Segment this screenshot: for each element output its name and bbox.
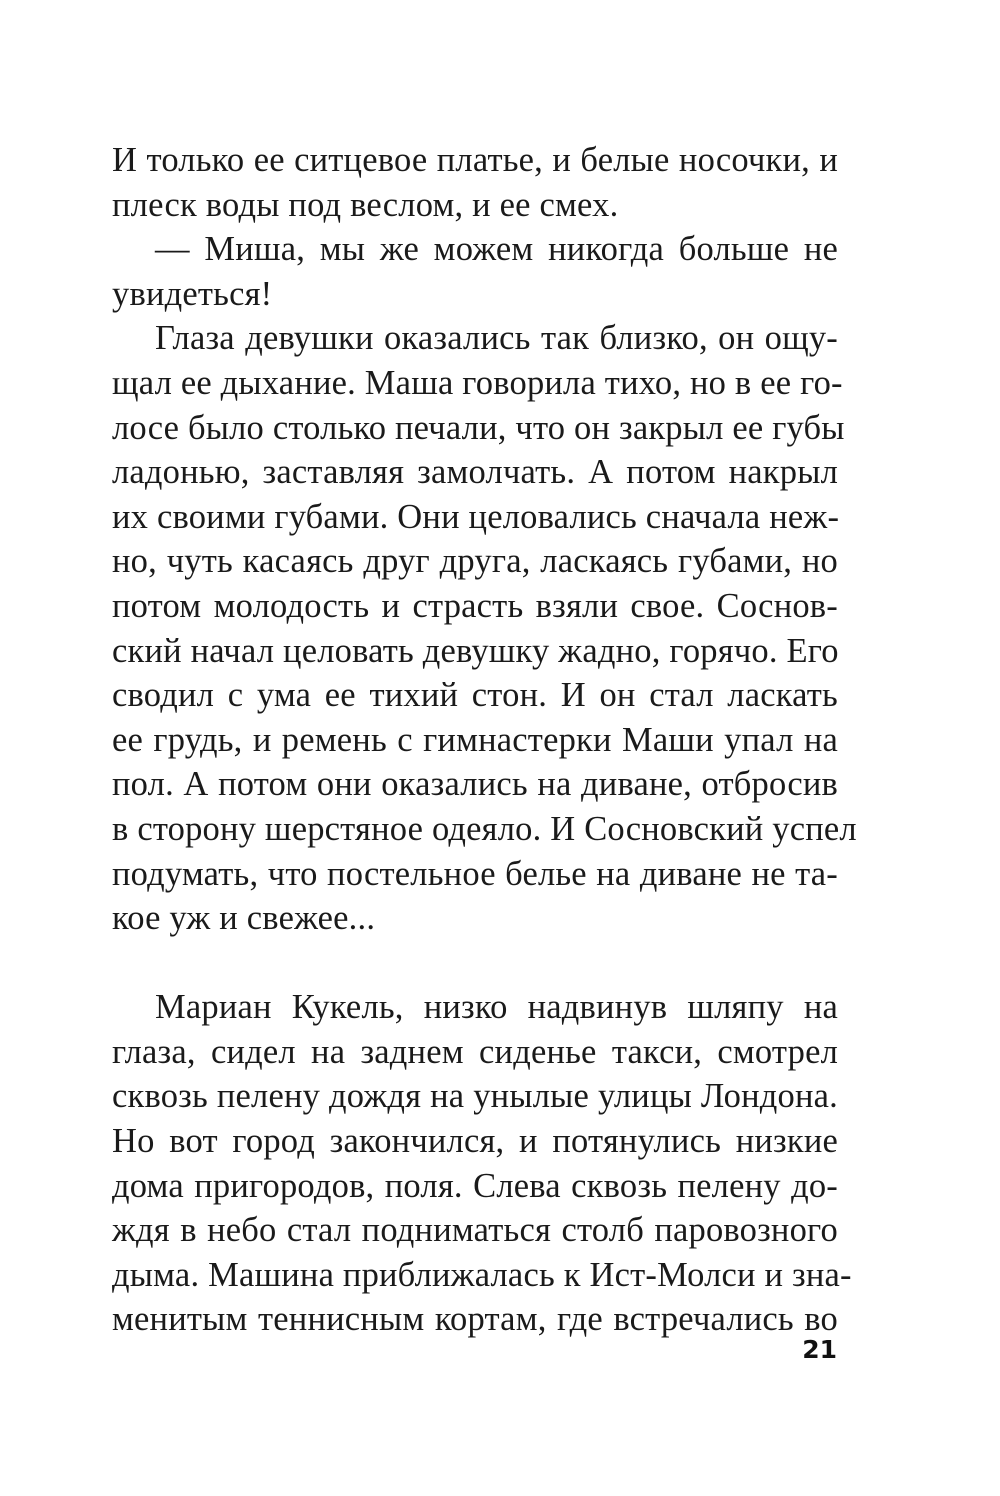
text-line: ждя в небо стал подниматься столб паровозного — [112, 1211, 838, 1250]
paragraph-1 — [112, 138, 838, 227]
section-break — [112, 941, 838, 986]
text-line: ладонью, заставляя замолчать. А потом накрыл — [112, 453, 838, 492]
text-line: кое уж и свежее... — [112, 899, 376, 938]
paragraph-2 — [112, 227, 838, 316]
text-line: Мариан Кукель, низко надвинув шляпу на — [155, 988, 838, 1027]
text-line: лосе было столько печали, что он закрыл ее губы — [112, 408, 845, 447]
text-line: в сторону шерстяное одеяло. И Сосновский успел — [112, 809, 857, 848]
text-line: сквозь пелену дождя на унылые улицы Лондона. — [112, 1077, 838, 1116]
text-line: И только ее ситцевое платье, и белые носочки, и — [112, 141, 838, 179]
text-line: но, чуть касаясь друг друга, ласкаясь губами, но — [112, 542, 838, 581]
page-number: 21 — [802, 1335, 837, 1364]
text-line: их своими губами. Они целовались сначала неж- — [112, 497, 840, 536]
text-line: — Миша, мы же можем никогда больше не — [155, 230, 838, 269]
text-line: увидеться! — [112, 274, 273, 313]
paragraph-4 — [112, 985, 852, 1342]
text-line: ский начал целовать девушку жадно, горячо. Его — [112, 631, 839, 670]
text-line: щал ее дыхание. Маша говорила тихо, но в ее го- — [112, 363, 843, 402]
paragraph-3 — [112, 316, 857, 940]
text-line: ее грудь, и ремень с гимнастерки Маши упал на — [112, 720, 838, 759]
text-line: плеск воды под веслом, и ее смех. — [112, 185, 619, 224]
text-line: Но вот город закончился, и потянулись низкие — [112, 1122, 838, 1161]
text-line: менитым теннисным кортам, где встречались во — [112, 1300, 838, 1339]
text-line: пол. А потом они оказались на диване, отбросив — [112, 765, 838, 804]
text-line: дома пригородов, поля. Слева сквозь пелену до- — [112, 1166, 838, 1205]
text-line: подумать, что постельное белье на диване не та- — [112, 854, 838, 893]
text-line: дыма. Машина приближалась к Ист-Молси и зна- — [112, 1255, 852, 1294]
text-line: Глаза девушки оказались так близко, он ощу- — [155, 319, 838, 358]
page-body — [112, 138, 857, 1342]
text-line: глаза, сидел на заднем сиденье такси, смотрел — [112, 1032, 838, 1071]
text-line: потом молодость и страсть взяли свое. Соснов- — [112, 586, 838, 625]
text-line: сводил с ума ее тихий стон. И он стал ласкать — [112, 676, 838, 715]
